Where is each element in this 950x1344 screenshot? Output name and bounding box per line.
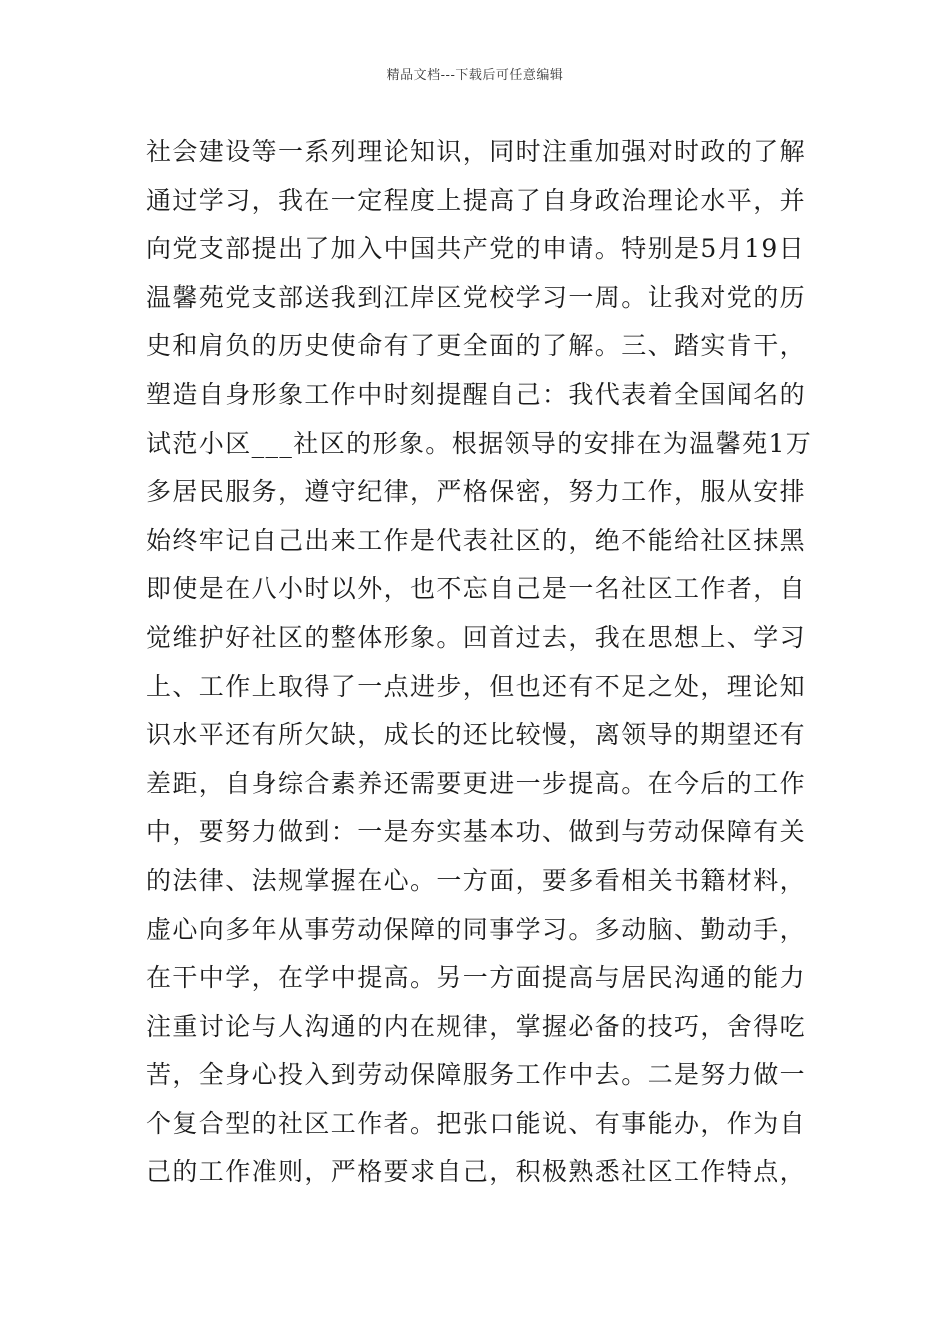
text-line: 中，要努力做到：一是夯实基本功、做到与劳动保障有关 <box>146 817 807 847</box>
text-line: 温馨苑党支部送我到江岸区党校学习一周。让我对党的历 <box>146 282 807 312</box>
text-line: 个复合型的社区工作者。把张口能说、有事能办，作为自 <box>146 1108 807 1138</box>
text-line: 识水平还有所欠缺，成长的还比较慢，离领导的期望还有 <box>146 720 807 750</box>
text-line: 差距，自身综合素养还需要更进一步提高。在今后的工作 <box>146 768 807 798</box>
text-line: 通过学习，我在一定程度上提高了自身政治理论水平，并 <box>146 185 807 215</box>
text-line: 注重讨论与人沟通的内在规律，掌握必备的技巧，舍得吃 <box>146 1011 807 1041</box>
text-line: 始终牢记自己出来工作是代表社区的，绝不能给社区抹黑 <box>146 525 807 555</box>
text-line: 即使是在八小时以外，也不忘自己是一名社区工作者，自 <box>146 574 807 604</box>
text-line: 的法律、法规掌握在心。一方面，要多看相关书籍材料， <box>146 865 807 895</box>
text-line: 己的工作准则，严格要求自己，积极熟悉社区工作特点， <box>146 1157 807 1187</box>
text-line: 虚心向多年从事劳动保障的同事学习。多动脑、勤动手， <box>146 914 807 944</box>
text-line: 上、工作上取得了一点进步，但也还有不足之处，理论知 <box>146 671 807 701</box>
text-line: 觉维护好社区的整体形象。回首过去，我在思想上、学习 <box>146 622 807 652</box>
text-line: 试范小区___社区的形象。根据领导的安排在为温馨苑1万 <box>146 428 813 458</box>
text-line: 塑造自身形象工作中时刻提醒自己：我代表着全国闻名的 <box>146 379 807 409</box>
text-line: 苦，全身心投入到劳动保障服务工作中去。二是努力做一 <box>146 1060 807 1090</box>
body-text <box>146 128 813 1197</box>
page-header: 精品文档---下载后可任意编辑 <box>386 68 564 83</box>
text-line: 在干中学，在学中提高。另一方面提高与居民沟通的能力 <box>146 963 807 993</box>
text-line: 向党支部提出了加入中国共产党的申请。特别是5月19日 <box>146 234 806 264</box>
text-line: 社会建设等一系列理论知识，同时注重加强对时政的了解 <box>146 137 807 166</box>
text-line: 多居民服务，遵守纪律，严格保密，努力工作，服从安排 <box>146 477 807 507</box>
text-line: 史和肩负的历史使命有了更全面的了解。三、踏实肯干， <box>146 331 807 361</box>
